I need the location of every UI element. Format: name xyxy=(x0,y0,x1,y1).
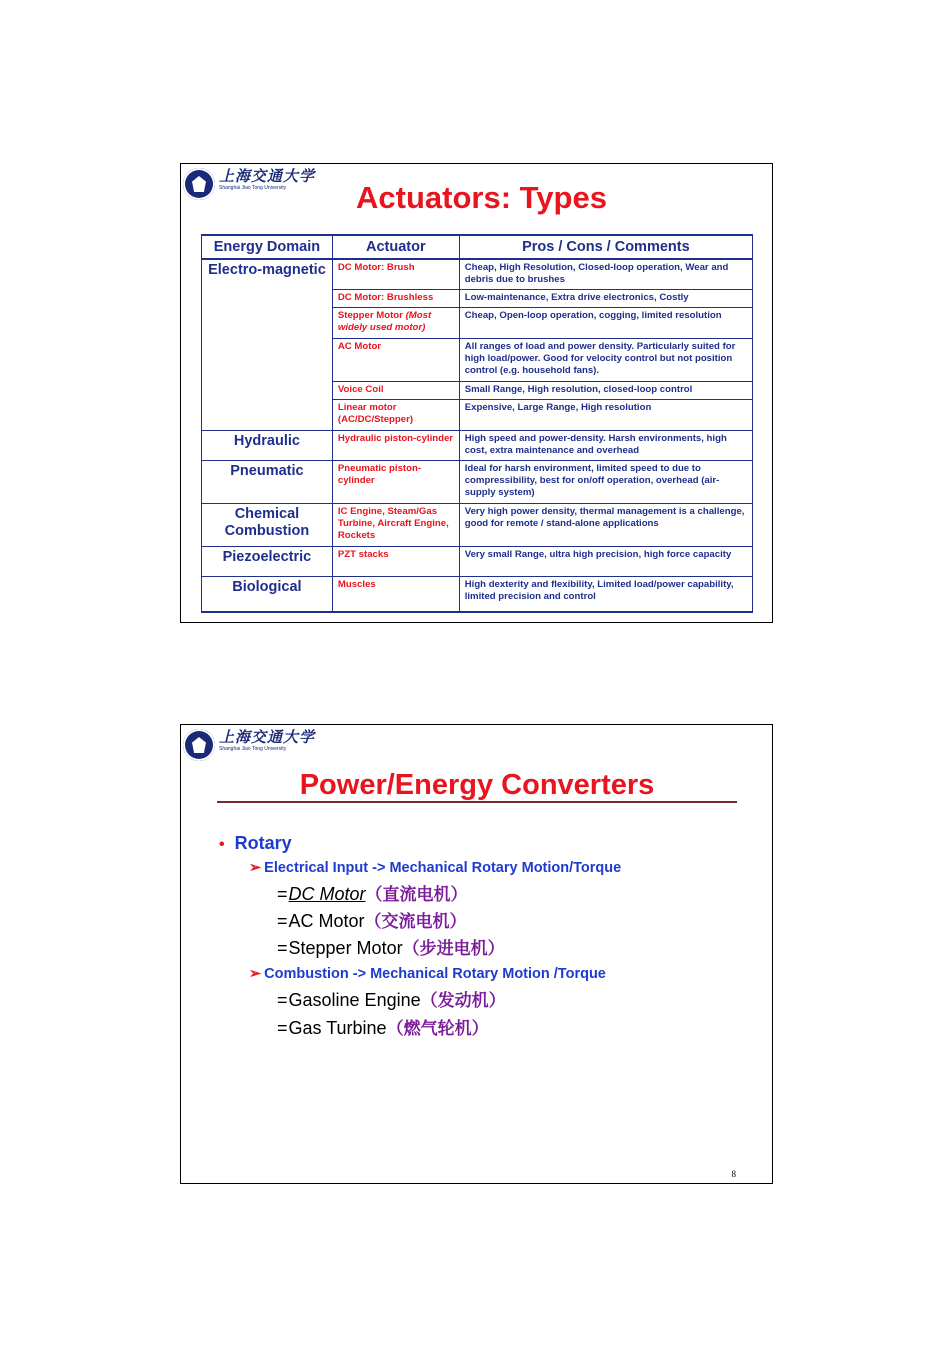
list-item: =DC Motor（直流电机） xyxy=(277,884,468,905)
list-item: =Gas Turbine（燃气轮机） xyxy=(277,1018,489,1039)
table-row xyxy=(202,546,753,576)
comment-cell: Expensive, Large Range, High resolution xyxy=(459,399,752,430)
header-comments: Pros / Cons / Comments xyxy=(459,235,752,259)
university-logo xyxy=(183,729,315,761)
header-actuator: Actuator xyxy=(332,235,459,259)
domain-piezoelectric: Piezoelectric xyxy=(202,546,333,576)
logo-chinese-name: 上海交通大学 xyxy=(219,167,316,185)
actuator-cell: DC Motor: Brush xyxy=(332,259,459,289)
sub-bullet-electrical-input: ➢ Electrical Input -> Mechanical Rotary Motion/Torque xyxy=(249,860,622,876)
logo-english-name: Shanghai Jiao Tong University xyxy=(219,746,287,752)
comment-cell: High speed and power-density. Harsh environments, high cost, extra maintenance and overhead xyxy=(459,430,752,460)
slide-title: Power/Energy Converters xyxy=(299,769,655,801)
list-item: =Stepper Motor（步进电机） xyxy=(277,938,505,959)
sub-bullet-combustion: ➢ Combustion -> Mechanical Rotary Motion /Torque xyxy=(249,966,606,982)
slide-power-energy-converters xyxy=(180,724,773,1184)
comment-cell: Ideal for harsh environment, limited speed to due to compressibility, best for on/off operation, overhead (air-supply system) xyxy=(459,460,752,503)
table-row xyxy=(202,259,753,289)
comment-cell: Cheap, Open-loop operation, cogging, limited resolution xyxy=(459,307,752,338)
logo-english-name: Shanghai Jiao Tong University xyxy=(219,185,287,191)
domain-hydraulic: Hydraulic xyxy=(202,430,333,460)
domain-pneumatic: Pneumatic xyxy=(202,460,333,503)
actuator-cell: IC Engine, Steam/Gas Turbine, Aircraft Engine, Rockets xyxy=(332,503,459,546)
arrow-bullet-icon: ➢ xyxy=(249,966,262,982)
list-item: =Gasoline Engine（发动机） xyxy=(277,990,506,1011)
actuator-cell: Linear motor (AC/DC/Stepper) xyxy=(332,399,459,430)
comment-cell: All ranges of load and power density. Particularly suited for high load/power. Good for velocity control but not position control (e.g. household fans). xyxy=(459,338,752,381)
slide-actuators-types xyxy=(180,163,773,623)
actuator-cell: Hydraulic piston-cylinder xyxy=(332,430,459,460)
comment-cell: High dexterity and flexibility, Limited load/power capability, limited precision and control xyxy=(459,576,752,612)
header-energy-domain: Energy Domain xyxy=(202,235,333,259)
table-row xyxy=(202,576,753,612)
actuator-cell: Voice Coil xyxy=(332,381,459,399)
bullet-dot-icon: • xyxy=(219,836,225,853)
comment-cell: Very high power density, thermal management is a challenge, good for remote / stand-alone applications xyxy=(459,503,752,546)
actuator-cell: PZT stacks xyxy=(332,546,459,576)
actuator-types-table xyxy=(201,234,753,613)
table-row xyxy=(202,503,753,546)
list-item: =AC Motor（交流电机） xyxy=(277,911,467,932)
domain-biological: Biological xyxy=(202,576,333,612)
bullet-rotary: • Rotary xyxy=(219,833,292,853)
actuator-cell: Stepper Motor (Most widely used motor) xyxy=(332,307,459,338)
actuator-cell: AC Motor xyxy=(332,338,459,381)
table-row xyxy=(202,460,753,503)
logo-chinese-name: 上海交通大学 xyxy=(219,728,316,746)
arrow-bullet-icon: ➢ xyxy=(249,860,262,876)
actuator-cell: Muscles xyxy=(332,576,459,612)
comment-cell: Cheap, High Resolution, Closed-loop operation, Wear and debris due to brushes xyxy=(459,259,752,289)
slide-title: Actuators: Types xyxy=(356,180,607,215)
comment-cell: Very small Range, ultra high precision, high force capacity xyxy=(459,546,752,576)
table-row xyxy=(202,430,753,460)
page-number: 8 xyxy=(731,1169,736,1179)
comment-cell: Small Range, High resolution, closed-loop control xyxy=(459,381,752,399)
comment-cell: Low-maintenance, Extra drive electronics, Costly xyxy=(459,289,752,307)
actuator-cell: Pneumatic piston-cylinder xyxy=(332,460,459,503)
domain-electromagnetic: Electro-magnetic xyxy=(202,259,333,430)
domain-chemical-combustion: Chemical Combustion xyxy=(202,503,333,546)
dc-motor-link[interactable]: DC Motor xyxy=(288,884,366,904)
university-seal-icon xyxy=(183,729,215,761)
title-underline xyxy=(217,801,737,803)
actuator-cell: DC Motor: Brushless xyxy=(332,289,459,307)
